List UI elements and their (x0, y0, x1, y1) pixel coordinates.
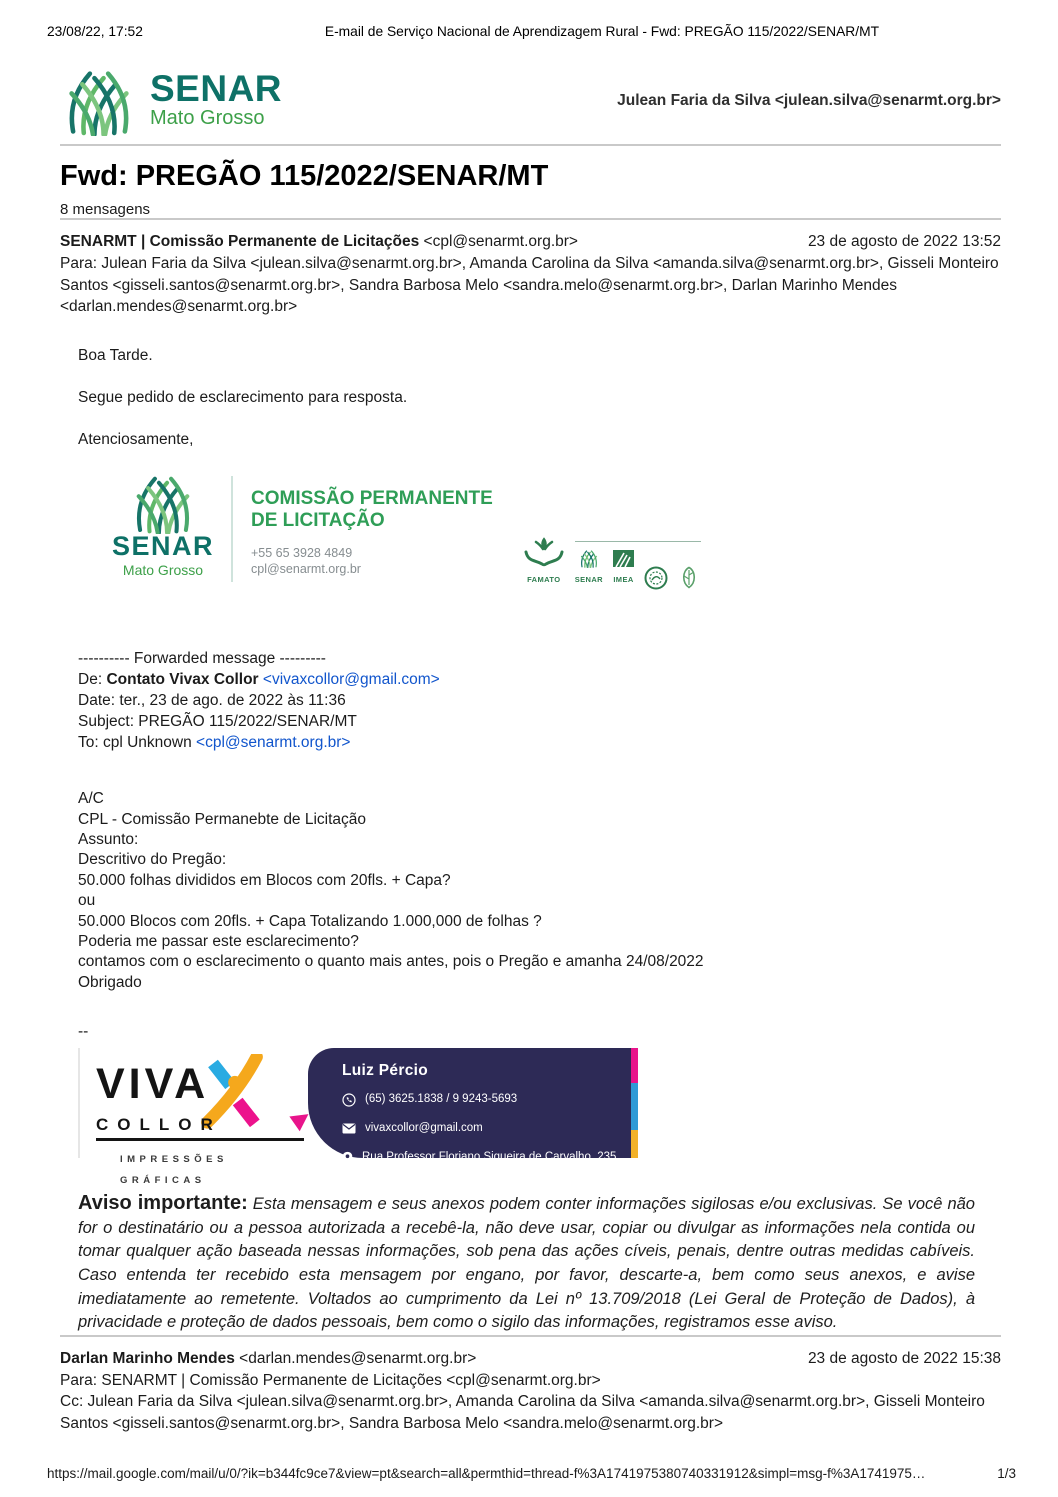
forwarded-date-line: Date: ter., 23 de ago. de 2022 às 11:36 (78, 692, 346, 710)
signature-divider (231, 476, 233, 582)
senar-region-name: Mato Grosso (150, 107, 265, 129)
partner-logo-group (575, 541, 701, 590)
leaf-logo (677, 566, 701, 590)
vivax-address-line2: Novo Terceiro - Cuiabá/MT (419, 1174, 557, 1187)
from-name: Contato Vivax Collor (106, 671, 259, 689)
message1-header (60, 231, 1001, 318)
famato-logo (523, 536, 565, 590)
senar-logo (60, 66, 282, 136)
cyan-stripe (631, 1083, 638, 1129)
forwarded-header (78, 648, 1001, 753)
senar-mini-label: SENAR (574, 575, 604, 585)
vivax-logo-area (80, 1048, 308, 1187)
divider (60, 1335, 1001, 1337)
vivax-signature-banner (78, 1048, 638, 1187)
round-seal-icon (644, 566, 668, 590)
signature-senar-logo (105, 472, 221, 590)
forwarded-body (78, 789, 1001, 993)
print-title: E-mail de Serviço Nacional de Aprendizagem Rural - Fwd: PREGÃO 115/2022/SENAR/MT (324, 24, 880, 39)
vivax-phone: (65) 3625.1838 / 9 9243-5693 (365, 1093, 518, 1106)
senar-wheat-icon (60, 66, 138, 136)
message-count: 8 mensagens (60, 201, 151, 218)
vivax-contact-name: Luiz Pércio (342, 1062, 428, 1080)
divider (60, 218, 1001, 220)
forwarded-from-line (78, 669, 1001, 690)
fwd-line: Poderia me passar este esclarecimento? (78, 933, 359, 951)
message1-recipients: Para: Julean Faria da Silva <julean.silva@senarmt.org.br>, Amanda Carolina da Silva <amanda.silva@senarmt.org.br>, Gisseli Monteiro Santos <gisseli.santos@senarmt.org.br>, Sandra Barbosa Melo <sandra.melo@senarmt.org.br>, Darlan Marinho Mendes <darlan.mendes@senarmt.org.br> (60, 254, 999, 316)
yellow-stripe (631, 1130, 638, 1159)
leaf-icon (677, 566, 701, 590)
email-content (60, 56, 1001, 1435)
message2-to: Para: SENARMT | Comissão Permanente de Licitações <cpl@senarmt.org.br> (60, 1371, 601, 1389)
signature-dashes: -- (78, 1023, 89, 1041)
message2-sender (60, 1348, 476, 1370)
message1-sender (60, 231, 578, 253)
senar-wheat-icon (578, 549, 600, 568)
signature-phone: +55 65 3928 4849 (251, 546, 353, 561)
senar-mini-logo (575, 549, 603, 590)
senar-brand-name: SENAR (111, 531, 214, 562)
to-label: To: cpl Unknown (78, 734, 197, 752)
body-paragraph: Atenciosamente, (78, 431, 194, 449)
vivax-email-link[interactable]: vivaxcollor@gmail.com (365, 1122, 483, 1135)
senar-region-name: Mato Grosso (122, 562, 204, 579)
signature-contact (251, 545, 493, 577)
fwd-line: A/C (78, 790, 104, 808)
fwd-line: Descritivo do Pregão: (78, 851, 227, 869)
vivax-contact-panel (308, 1048, 638, 1187)
location-pin-icon (342, 1151, 353, 1165)
signature-org (251, 472, 493, 590)
signature-email: cpl@senarmt.org.br (251, 562, 361, 577)
message2-date: 23 de agosto de 2022 15:38 (807, 1349, 1001, 1367)
body-paragraph: Segue pedido de esclarecimento para resposta. (78, 389, 408, 407)
famato-bull-icon (523, 536, 565, 568)
account-owner: Julean Faria da Silva <julean.silva@senarmt.org.br> (617, 92, 1001, 109)
from-label: De: (78, 671, 107, 689)
vivax-collor-word: COLLOR (96, 1115, 222, 1135)
partner-logos (523, 472, 701, 590)
message1-body (60, 345, 1001, 1335)
vivax-brand-word: VIVA (96, 1060, 210, 1109)
vivax-address-line1: Rua Professor Floriano Siqueira de Carvalho, 235 (362, 1151, 617, 1164)
org-name-line2: DE LICITAÇÃO (251, 510, 385, 532)
message2-header (60, 1348, 1001, 1435)
divider (60, 144, 1001, 146)
message1-sender-name: SENARMT | Comissão Permanente de Licitações (60, 233, 420, 250)
message1-sender-email: <cpl@senarmt.org.br> (419, 233, 578, 250)
imea-logo (612, 549, 635, 590)
seal-logo (644, 566, 668, 590)
print-page-indicator: 1/3 (997, 1466, 1016, 1481)
thread-subject: Fwd: PREGÃO 115/2022/SENAR/MT (60, 160, 549, 192)
fwd-line: Obrigado (78, 973, 142, 991)
cmyk-stripes (631, 1048, 638, 1158)
phone-icon (342, 1093, 356, 1107)
org-name-line1: COMISSÃO PERMANENTE (251, 488, 493, 510)
to-email-link[interactable]: <cpl@senarmt.org.br> (196, 734, 351, 752)
forwarded-subject-line: Subject: PREGÃO 115/2022/SENAR/MT (78, 713, 357, 731)
senar-brand-name: SENAR (150, 68, 283, 109)
senar-logo-text (150, 68, 283, 130)
forwarded-marker: ---------- Forwarded message --------- (78, 650, 326, 668)
senar-wheat-icon (127, 472, 199, 534)
fwd-line: 50.000 Blocos com 20fls. + Capa Totalizando 1.000,000 de folhas ? (78, 912, 542, 930)
message2-sender-email: <darlan.mendes@senarmt.org.br> (234, 1349, 477, 1367)
imea-label: IMEA (613, 575, 634, 585)
legal-notice (78, 1192, 1001, 1335)
famato-label: FAMATO (527, 575, 561, 585)
legal-notice-label: Aviso importante: (78, 1192, 248, 1215)
message2-sender-name: Darlan Marinho Mendes (60, 1349, 235, 1367)
senar-signature (105, 472, 1001, 590)
fwd-line: CPL - Comissão Permanebte de Licitação (78, 810, 367, 828)
fwd-line: 50.000 folhas divididos em Blocos com 20fls. + Capa? (78, 871, 451, 889)
magenta-stripe (631, 1048, 638, 1083)
brand-row (60, 58, 1001, 144)
fwd-line: Assunto: (78, 831, 139, 848)
message2-cc: Cc: Julean Faria da Silva <julean.silva@senarmt.org.br>, Amanda Carolina da Silva <amanda.silva@senarmt.org.br>, Gisseli Monteiro Santos <gisseli.santos@senarmt.org.br>, Sandra Barbosa Melo <sandra.melo@senarmt.org.br> (60, 1393, 985, 1433)
print-header (47, 24, 1011, 39)
fwd-line: contamos com o esclarecimento o quanto mais antes, pois o Pregão e amanha 24/08/2022 (78, 953, 704, 971)
vivax-tagline: IMPRESSÕES GRÁFICAS (120, 1154, 228, 1187)
print-footer-url: https://mail.google.com/mail/u/0/?ik=b344fc9ce7&view=pt&search=all&permthid=thread-f%3A1741975380740331912&simpl=msg-f%3A1741975… (47, 1466, 926, 1481)
from-email-link[interactable]: <vivaxcollor@gmail.com> (262, 671, 440, 689)
print-footer (47, 1466, 1016, 1481)
forwarded-to-line (78, 732, 1001, 753)
print-datetime: 23/08/22, 17:52 (47, 24, 143, 39)
body-paragraph: Boa Tarde. (78, 347, 153, 365)
envelope-icon (342, 1123, 356, 1134)
fwd-line: ou (78, 892, 96, 910)
message1-date: 23 de agosto de 2022 13:52 (807, 233, 1001, 250)
legal-notice-text: Esta mensagem e seus anexos podem conter informações sigilosas e/ou exclusivas. Se você não for o destinatário ou a pessoa autorizada a recebê-la, não deve usar, copiar ou divulgar as informações nela contida ou tomar qualquer ação baseada nessas informações, sob pena das ações cíveis, penais, dentre outras medidas cabíveis. Caso entenda ter recebido esta mensagem por engano, por favor, descarte-a, bem como seus anexos, e avise imediatamente ao remetente. Voltados ao cumprimento da Lei nº 13.709/2018 (Lei Geral de Proteção de Dados), à privacidade e proteção de dados pessoais, bem como o sigilo das informações, registramos esse aviso. (78, 1195, 975, 1332)
imea-icon (612, 549, 635, 568)
